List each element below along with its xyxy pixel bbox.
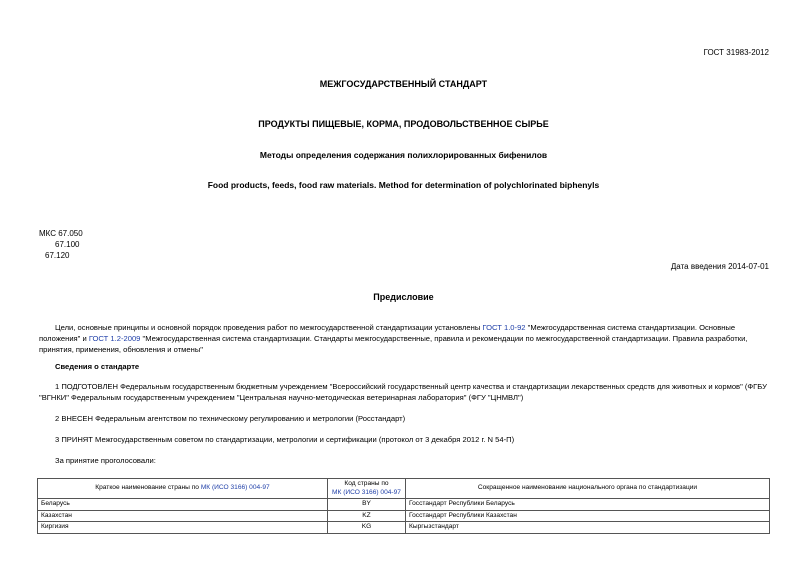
header-standards-body: Сокращенное наименование национального органа по стандартизации (406, 479, 770, 499)
code-cell: BY (328, 499, 406, 511)
mks-code-1: МКС 67.050 (39, 229, 83, 238)
header-country-text: Краткое наименование страны по (95, 484, 201, 492)
standard-info-heading: Сведения о стандарте (55, 362, 140, 371)
table-header-row (38, 479, 770, 499)
mk-iso-3166-code-link[interactable]: МК (ИСО 3166) 004-97 (332, 488, 401, 496)
gost-1-2-2009-link[interactable]: ГОСТ 1.2-2009 (88, 334, 141, 343)
voted-for-label: За принятие проголосовали: (55, 456, 156, 465)
header-country-name (38, 479, 328, 499)
table-row (38, 499, 770, 511)
p1-text-c: "Межгосударственная система стандартизации. Стандарты межгосударственные, правила и рекомендации по межгосударственной стандартизации. Правила разработки, принятия, применения, обновления и отмены" (39, 334, 748, 354)
document-title: ПРОДУКТЫ ПИЩЕВЫЕ, КОРМА, ПРОДОВОЛЬСТВЕННОЕ СЫРЬЕ (258, 119, 549, 129)
info-item-adopted: 3 ПРИНЯТ Межгосударственным советом по стандартизации, метрологии и сертификации (протокол от 3 декабря 2012 г. N 54-П) (55, 435, 515, 444)
mks-code-3: 67.120 (45, 251, 70, 260)
mks-code-2: 67.100 (55, 240, 80, 249)
gost-1-0-92-link[interactable]: ГОСТ 1.0-92 (482, 323, 526, 332)
p1-text-b: "Межгосударственная система стандартизации. Основные положения" и (39, 323, 736, 343)
mk-iso-3166-link[interactable]: МК (ИСО 3166) 004-97 (200, 484, 270, 492)
table-row (38, 522, 770, 534)
document-subtitle-en: Food products, feeds, food raw materials. Method for determination of polychlorinated biphenyls (207, 180, 600, 190)
foreword-heading: Предисловие (373, 292, 434, 302)
standards-body-cell: Кыргызстандарт (406, 522, 770, 534)
p1-text-a: Цели, основные принципы и основной порядок проведения работ по межгосударственной стандартизации установлены (55, 323, 483, 332)
introduction-date: Дата введения 2014-07-01 (670, 262, 769, 271)
document-subtitle-ru: Методы определения содержания полихлорированных бифенилов (259, 150, 548, 160)
foreword-paragraph-1 (39, 322, 769, 355)
header-country-code (328, 479, 406, 499)
standards-body-cell: Госстандарт Республики Казахстан (406, 510, 770, 522)
code-cell: KG (328, 522, 406, 534)
info-item-prepared: 1 ПОДГОТОВЛЕН Федеральным государственным бюджетным учреждением "Всероссийский государственный центр качества и стандартизации лекарственных средств для животных и кормов" (ФГБУ "ВГНКИ" Федеральным государственным учреждением "Центральная научно-методическая ветеринарная лаборатория" (ФГУ "ЦНМВЛ") (39, 382, 767, 402)
info-item-submitted: 2 ВНЕСЕН Федеральным агентством по техническому регулированию и метрологии (Росстандарт) (55, 414, 406, 423)
code-cell: KZ (328, 510, 406, 522)
standard-type-heading: МЕЖГОСУДАРСТВЕННЫЙ СТАНДАРТ (319, 79, 488, 89)
country-cell: Казахстан (38, 510, 328, 522)
standards-body-cell: Госстандарт Республики Беларусь (406, 499, 770, 511)
member-countries-table (37, 478, 770, 534)
table-row (38, 510, 770, 522)
country-cell: Беларусь (38, 499, 328, 511)
header-code-text: Код страны по (344, 480, 389, 487)
document-code: ГОСТ 31983-2012 (703, 48, 769, 57)
country-cell: Киргизия (38, 522, 328, 534)
